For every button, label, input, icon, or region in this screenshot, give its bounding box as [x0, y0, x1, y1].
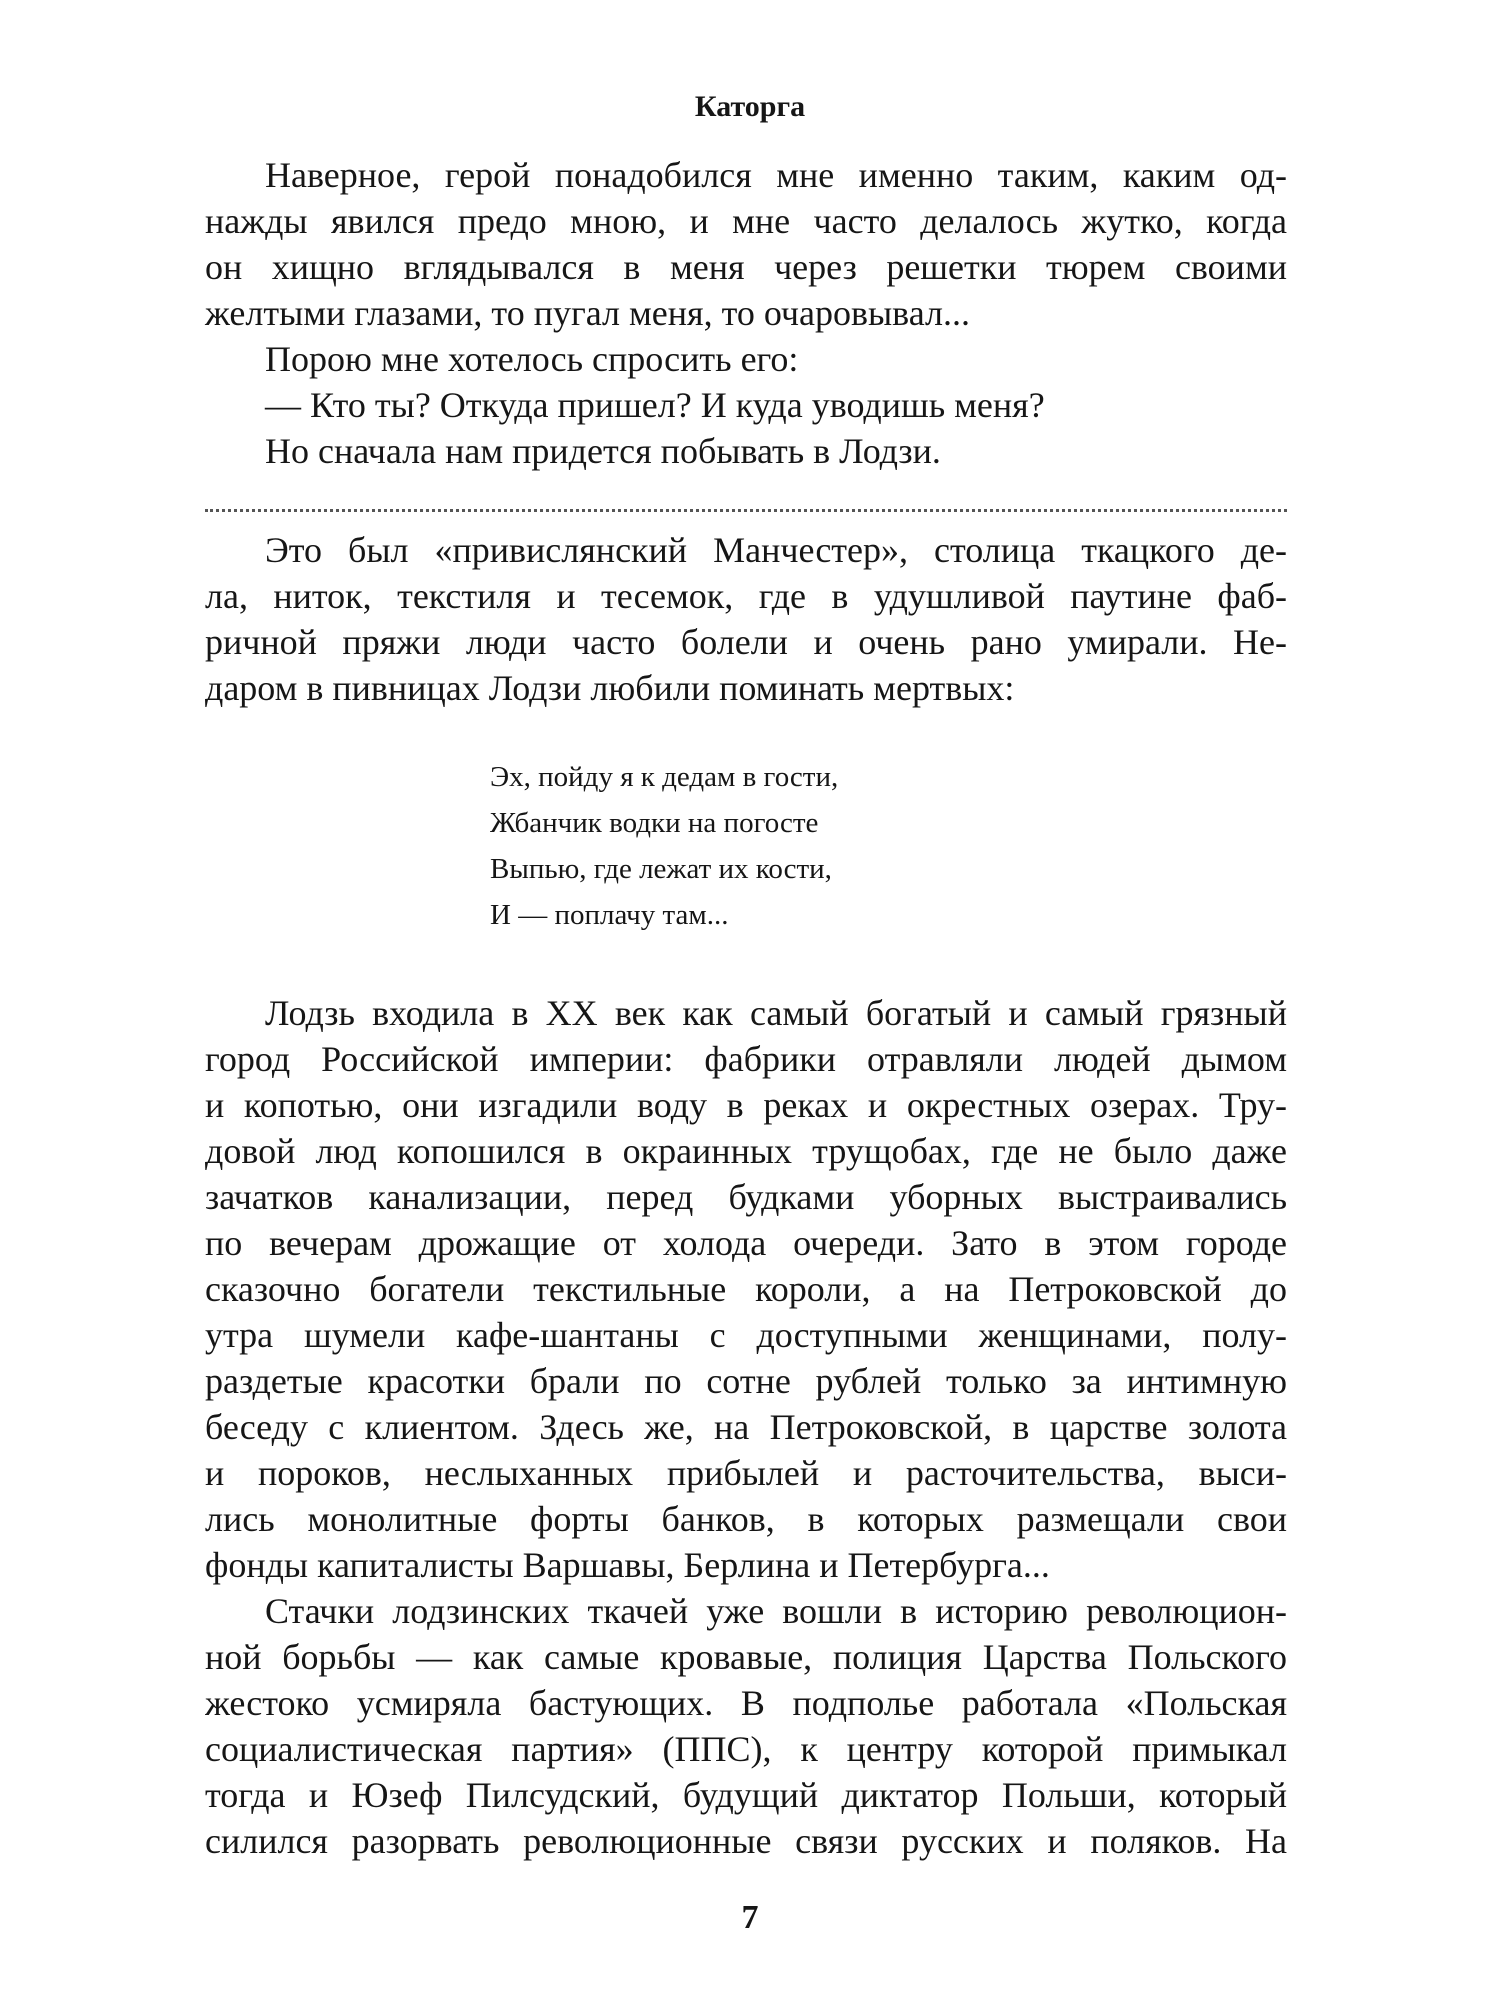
text-line: желтыми глазами, то пугал меня, то очаровывал...: [205, 293, 970, 333]
running-head: Каторга: [694, 90, 806, 123]
text-line: раздетые красотки брали по сотне рублей только за интимную: [205, 1361, 1287, 1401]
verse-line: Эх, пойду я к дедам в гости,: [490, 761, 839, 793]
section-divider: [205, 509, 1287, 512]
dialogue-line: — Кто ты? Откуда пришел? И куда уводишь меня?: [265, 385, 1045, 425]
text-line: беседу с клиентом. Здесь же, на Петроковской, в царстве золота: [205, 1407, 1287, 1447]
verse-line: И — поплачу там...: [490, 899, 729, 931]
page-number: 7: [741, 1899, 759, 1936]
text-line: лись монолитные форты банков, в которых размещали свои: [205, 1499, 1287, 1539]
text-line: ной борьбы — как самые кровавые, полиция Царства Польского: [205, 1637, 1287, 1677]
text-line: город Российской империи: фабрики отравляли людей дымом: [205, 1039, 1287, 1079]
text-line: довой люд копошился в окраинных трущобах, где не было даже: [205, 1131, 1287, 1171]
verse-line: Жбанчик водки на погосте: [490, 807, 819, 839]
verse-line: Выпью, где лежат их кости,: [490, 853, 832, 885]
text-line: Стачки лодзинских ткачей уже вошли в историю революцион-: [265, 1591, 1287, 1631]
text-line: Это был «привислянский Манчестер», столица ткацкого де-: [265, 530, 1287, 570]
text-line: силился разорвать революционные связи русских и поляков. На: [205, 1821, 1287, 1861]
text-line: зачатков канализации, перед будками уборных выстраивались: [205, 1177, 1287, 1217]
text-line: тогда и Юзеф Пилсудский, будущий диктатор Польши, который: [205, 1775, 1287, 1815]
text-line: Порою мне хотелось спросить его:: [265, 339, 799, 379]
text-line: сказочно богатели текстильные короли, а на Петроковской до: [205, 1269, 1287, 1309]
text-line: нажды явился предо мною, и мне часто делалось жутко, когда: [205, 201, 1287, 241]
text-line: социалистическая партия» (ППС), к центру которой примыкал: [205, 1729, 1287, 1769]
text-line: Лодзь входила в XX век как самый богатый и самый грязный: [265, 993, 1287, 1033]
text-line: и пороков, неслыханных прибылей и расточительства, выси-: [205, 1453, 1287, 1493]
text-line: Наверное, герой понадобился мне именно таким, каким од-: [265, 155, 1287, 195]
text-line: Но сначала нам придется побывать в Лодзи.: [265, 431, 941, 471]
text-line: фонды капиталисты Варшавы, Берлина и Петербурга...: [205, 1545, 1050, 1585]
text-line: по вечерам дрожащие от холода очереди. Зато в этом городе: [205, 1223, 1287, 1263]
text-line: он хищно вглядывался в меня через решетки тюрем своими: [205, 247, 1287, 287]
text-line: даром в пивницах Лодзи любили поминать мертвых:: [205, 668, 1015, 708]
text-line: ричной пряжи люди часто болели и очень рано умирали. Не-: [205, 622, 1287, 662]
text-line: ла, ниток, текстиля и тесемок, где в удушливой паутине фаб-: [205, 576, 1287, 616]
text-line: жестоко усмиряла бастующих. В подполье работала «Польская: [205, 1683, 1287, 1723]
text-line: и копотью, они изгадили воду в реках и окрестных озерах. Тру-: [205, 1085, 1287, 1125]
text-line: утра шумели кафе-шантаны с доступными женщинами, полу-: [205, 1315, 1287, 1355]
